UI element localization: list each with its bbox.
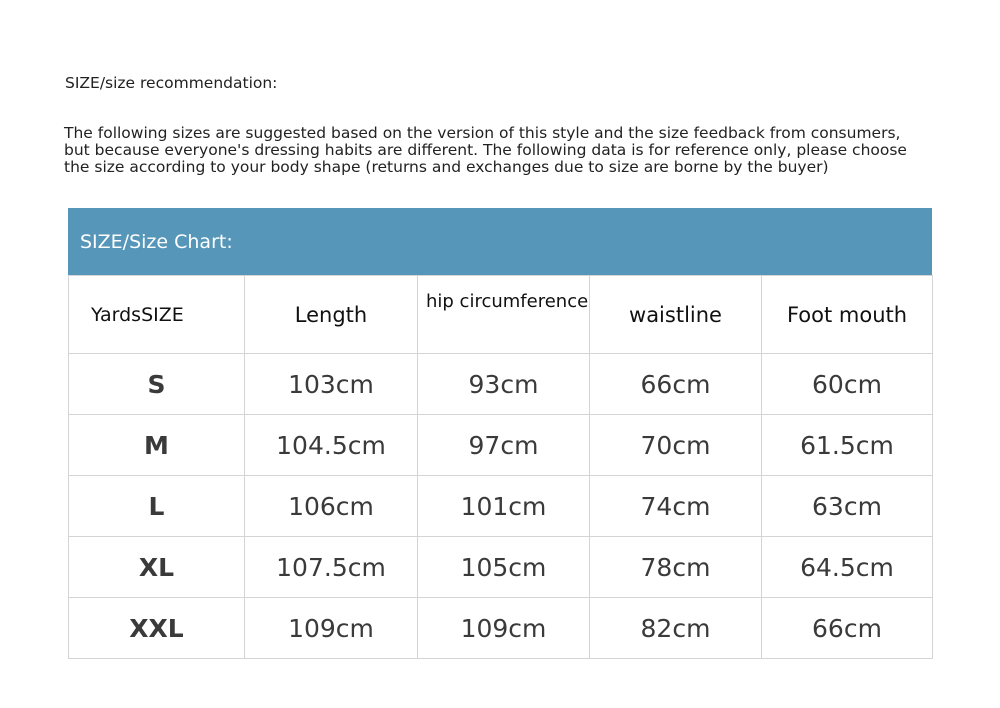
waistline-cell: 78cm	[590, 537, 762, 598]
waistline-cell: 70cm	[590, 415, 762, 476]
hip-cell: 101cm	[418, 476, 590, 537]
hip-cell: 93cm	[418, 354, 590, 415]
size-cell: XL	[69, 537, 245, 598]
waistline-cell: 82cm	[590, 598, 762, 659]
hip-cell: 97cm	[418, 415, 590, 476]
notice-line: but because everyone's dressing habits are different. The following data is for reference only, please choose	[64, 141, 907, 159]
length-cell: 107.5cm	[245, 537, 418, 598]
column-header-foot-mouth: Foot mouth	[762, 276, 933, 354]
table-row	[69, 598, 933, 659]
column-header-length: Length	[245, 276, 418, 354]
length-cell: 104.5cm	[245, 415, 418, 476]
hip-cell: 109cm	[418, 598, 590, 659]
size-recommendation-heading: SIZE/size recommendation:	[65, 74, 278, 92]
column-header-waistline: waistline	[590, 276, 762, 354]
foot-mouth-cell: 61.5cm	[762, 415, 933, 476]
table-header-row	[69, 276, 933, 354]
size-chart-table	[68, 275, 933, 659]
size-cell: S	[69, 354, 245, 415]
column-header-size: YardsSIZE	[69, 276, 245, 354]
notice-line: The following sizes are suggested based on the version of this style and the size feedback from consumers,	[64, 124, 901, 142]
table-row	[69, 476, 933, 537]
size-chart-title: SIZE/Size Chart:	[80, 230, 233, 253]
notice-line: the size according to your body shape (returns and exchanges due to size are borne by the buyer)	[64, 158, 829, 176]
table-row	[69, 415, 933, 476]
length-cell: 109cm	[245, 598, 418, 659]
length-cell: 106cm	[245, 476, 418, 537]
table-row	[69, 354, 933, 415]
foot-mouth-cell: 66cm	[762, 598, 933, 659]
size-cell: XXL	[69, 598, 245, 659]
size-cell: M	[69, 415, 245, 476]
foot-mouth-cell: 64.5cm	[762, 537, 933, 598]
waistline-cell: 74cm	[590, 476, 762, 537]
waistline-cell: 66cm	[590, 354, 762, 415]
column-header-hip: hip circumference	[418, 276, 590, 354]
size-chart-title-bar	[68, 208, 932, 275]
foot-mouth-cell: 60cm	[762, 354, 933, 415]
size-cell: L	[69, 476, 245, 537]
hip-cell: 105cm	[418, 537, 590, 598]
length-cell: 103cm	[245, 354, 418, 415]
table-row	[69, 537, 933, 598]
foot-mouth-cell: 63cm	[762, 476, 933, 537]
size-notice-paragraph	[64, 125, 944, 176]
